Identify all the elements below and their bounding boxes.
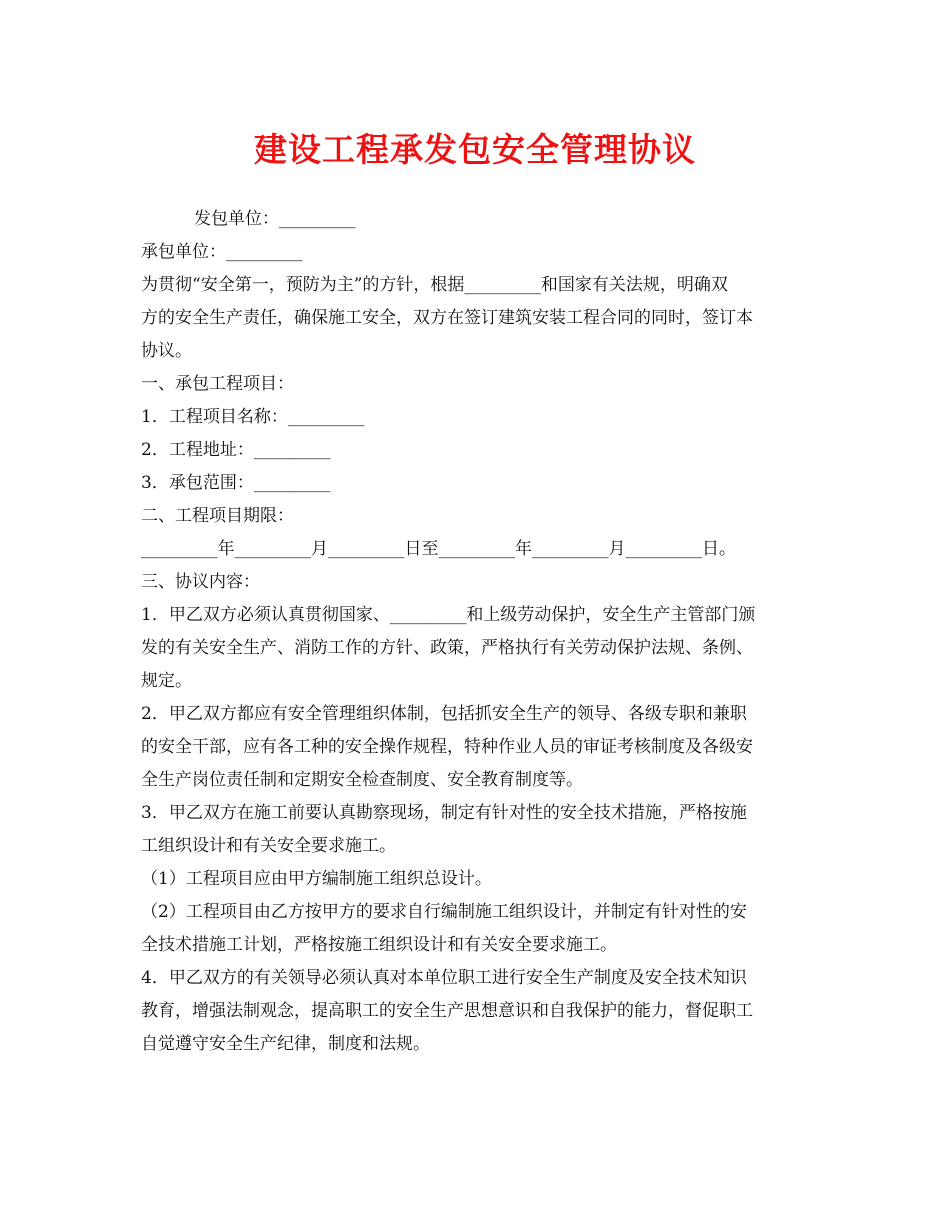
text-line: （2）工程项目由乙方按甲方的要求自行编制施工组织设计，并制定有针对性的安: [141, 902, 747, 922]
text-line: 全技术措施工计划，严格按施工组织设计和有关安全要求施工。: [141, 935, 617, 955]
text-line: 方的安全生产责任，确保施工安全，双方在签订建筑安装工程合同的同时，签订本: [141, 308, 753, 328]
text-line: 工组织设计和有关安全要求施工。: [141, 836, 396, 856]
section-heading: 一、承包工程项目：: [141, 374, 294, 394]
text-line: 为贯彻“安全第一，预防为主”的方针，根据_________和国家有关法规，明确双: [141, 275, 728, 295]
text-line: 协议。: [141, 341, 192, 361]
text-line: 发的有关安全生产、消防工作的方针、政策，严格执行有关劳动保护法规、条例、: [141, 638, 753, 658]
text-line: 2．甲乙双方都应有安全管理组织体制，包括抓安全生产的领导、各级专职和兼职: [141, 704, 747, 724]
text-line: 规定。: [141, 671, 192, 691]
text-line: 3．承包范围：_________: [141, 473, 331, 493]
text-line-date-range: _________年_________月_________日至_________年_________月_________日。: [141, 539, 736, 559]
section-heading: 三、协议内容：: [141, 572, 260, 592]
text-line: 教育，增强法制观念，提高职工的安全生产思想意识和自我保护的能力，督促职工: [141, 1001, 753, 1021]
text-line: （1）工程项目应由甲方编制施工组织总设计。: [141, 869, 492, 889]
text-line: 4．甲乙双方的有关领导必须认真对本单位职工进行安全生产制度及安全技术知识: [141, 968, 747, 988]
text-line: 自觉遵守安全生产纪律，制度和法规。: [141, 1034, 430, 1054]
section-heading: 二、工程项目期限：: [141, 506, 294, 526]
text-line: 全生产岗位责任制和定期安全检查制度、安全教育制度等。: [141, 770, 583, 790]
text-line: 1．工程项目名称：_________: [141, 407, 365, 427]
text-line: 的安全干部，应有各工种的安全操作规程，特种作业人员的审证考核制度及各级安: [141, 737, 753, 757]
document-title: 建设工程承发包安全管理协议: [254, 130, 696, 169]
text-line-issuer: 发包单位：_________: [194, 209, 356, 229]
text-line: 2．工程地址：_________: [141, 440, 331, 460]
text-line-contractor: 承包单位：_________: [141, 242, 303, 262]
text-line: 3．甲乙双方在施工前要认真勘察现场，制定有针对性的安全技术措施，严格按施: [141, 803, 747, 823]
text-line: 1．甲乙双方必须认真贯彻国家、_________和上级劳动保护，安全生产主管部门颁: [141, 605, 756, 625]
document-body: [141, 203, 813, 1061]
